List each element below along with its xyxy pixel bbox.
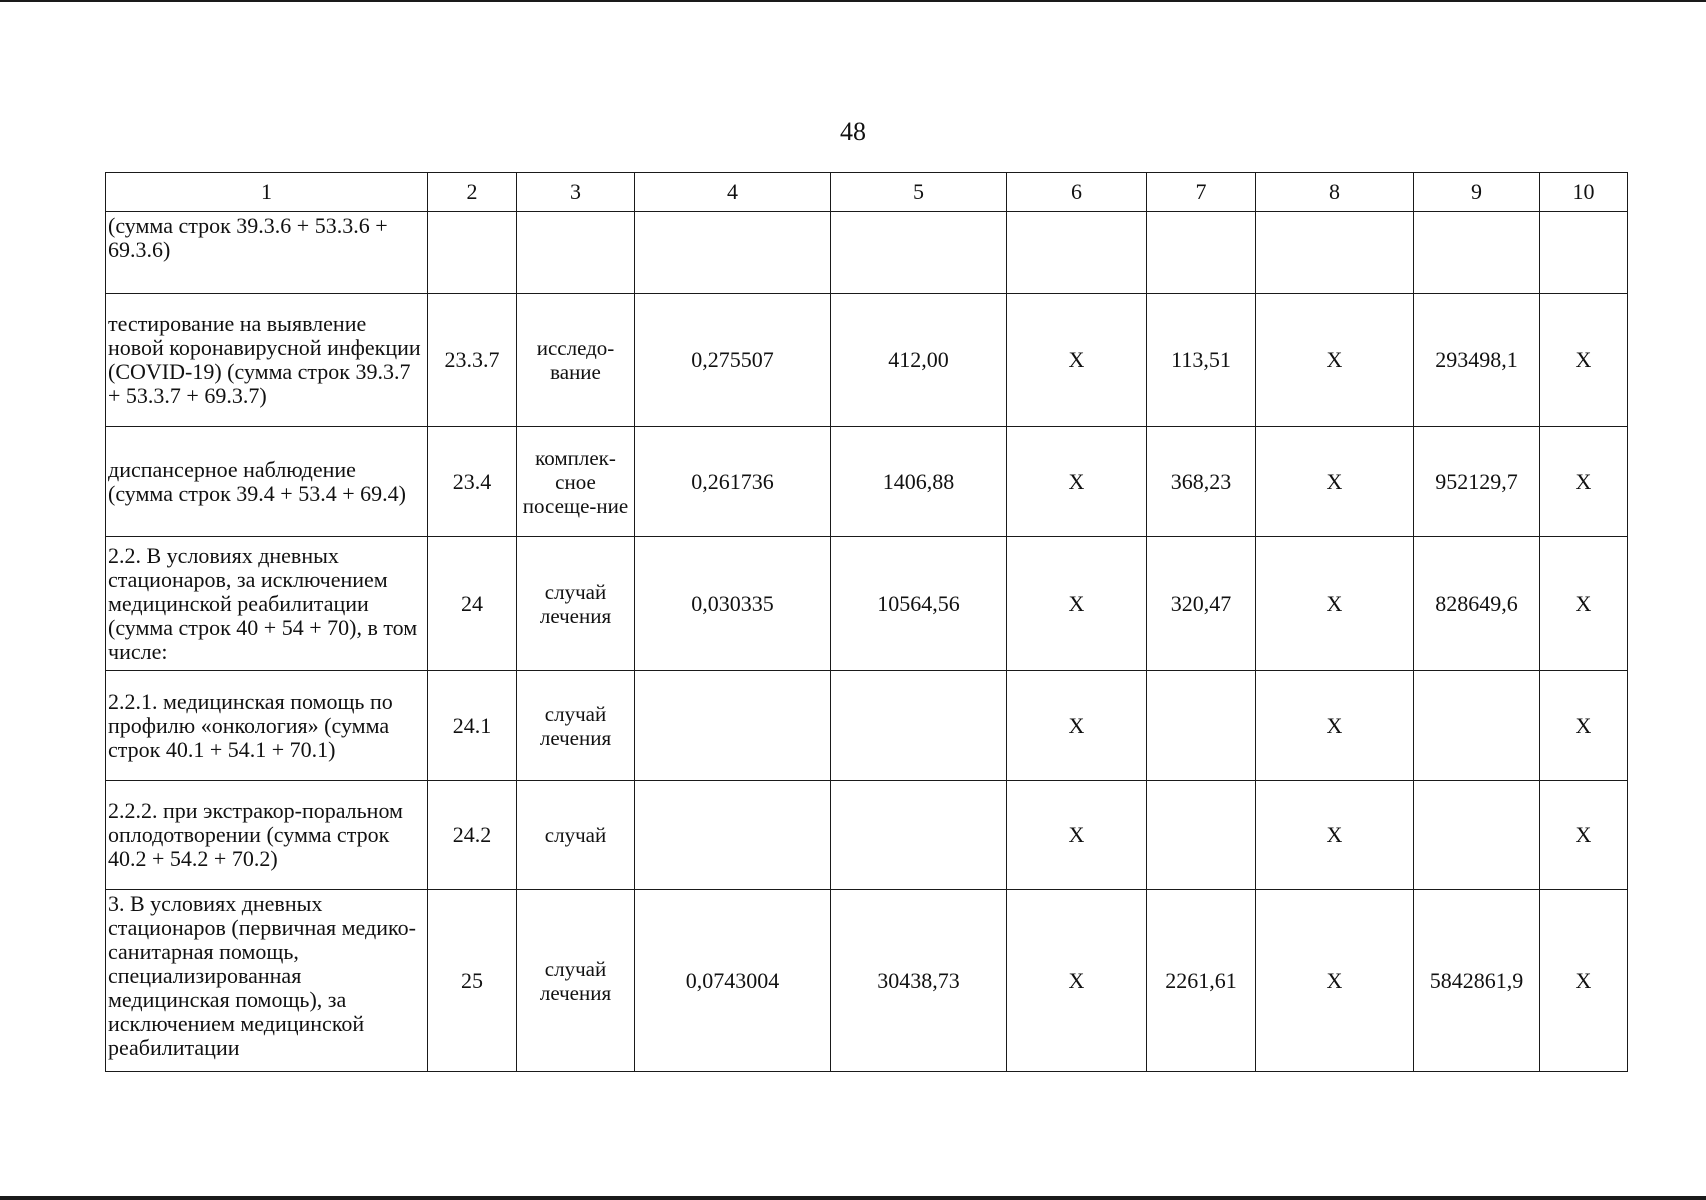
table-cell (1414, 671, 1540, 781)
header-cell: 1 (106, 173, 428, 212)
table-cell (1414, 212, 1540, 294)
table-cell: Х (1256, 890, 1414, 1072)
table-cell (1256, 212, 1414, 294)
header-cell: 9 (1414, 173, 1540, 212)
table-cell (831, 212, 1007, 294)
table-cell: Х (1540, 427, 1628, 537)
table-cell: Х (1540, 890, 1628, 1072)
table-cell (635, 671, 831, 781)
header-cell: 2 (428, 173, 517, 212)
page-number: 48 (840, 117, 866, 146)
table-cell (1147, 671, 1256, 781)
table-cell: 0,275507 (635, 294, 831, 427)
table-cell (517, 212, 635, 294)
table-cell: Х (1007, 294, 1147, 427)
table-cell: 1406,88 (831, 427, 1007, 537)
table-row (106, 890, 1628, 1072)
table-cell: 412,00 (831, 294, 1007, 427)
table-cell: 10564,56 (831, 537, 1007, 671)
row-label: 2.2.2. при экстракор-поральном оплодотворении (сумма строк 40.2 + 54.2 + 70.2) (106, 781, 428, 890)
table-cell: Х (1540, 537, 1628, 671)
table-cell: Х (1007, 781, 1147, 890)
table-row (106, 427, 1628, 537)
header-cell: 10 (1540, 173, 1628, 212)
table-cell: 23.3.7 (428, 294, 517, 427)
table-cell: 0,0743004 (635, 890, 831, 1072)
table-cell: 113,51 (1147, 294, 1256, 427)
table-cell: 952129,7 (1414, 427, 1540, 537)
table-cell (1540, 212, 1628, 294)
table-cell: 320,47 (1147, 537, 1256, 671)
table-cell: случай лечения (517, 671, 635, 781)
table-row (106, 671, 1628, 781)
table-cell (1007, 212, 1147, 294)
table-row (106, 537, 1628, 671)
scan-edge-top (0, 0, 1706, 2)
table-cell: Х (1540, 781, 1628, 890)
table-cell (428, 212, 517, 294)
table-cell: 828649,6 (1414, 537, 1540, 671)
table-cell: 24 (428, 537, 517, 671)
row-label: (сумма строк 39.3.6 + 53.3.6 + 69.3.6) (106, 212, 428, 294)
header-cell: 3 (517, 173, 635, 212)
table-cell: Х (1540, 294, 1628, 427)
row-label: 2.2.1. медицинская помощь по профилю «онкология» (сумма строк 40.1 + 54.1 + 70.1) (106, 671, 428, 781)
table-cell (1147, 212, 1256, 294)
table-cell: Х (1256, 294, 1414, 427)
table-cell: 2261,61 (1147, 890, 1256, 1072)
table-cell: Х (1007, 537, 1147, 671)
row-label: 3. В условиях дневных стационаров (первичная медико-санитарная помощь, специализированная медицинская помощь), за исключением медицинской реабилитации (106, 890, 428, 1072)
table-cell: 368,23 (1147, 427, 1256, 537)
table-cell: 24.1 (428, 671, 517, 781)
row-label: диспансерное наблюдение (сумма строк 39.4 + 53.4 + 69.4) (106, 427, 428, 537)
table-cell: 5842861,9 (1414, 890, 1540, 1072)
data-table (105, 172, 1628, 1072)
row-label: тестирование на выявление новой коронавирусной инфекции (COVID-19) (сумма строк 39.3.7 + 53.3.7 + 69.3.7) (106, 294, 428, 427)
table-cell: Х (1256, 427, 1414, 537)
table-row (106, 212, 1628, 294)
table-cell (831, 671, 1007, 781)
header-cell: 8 (1256, 173, 1414, 212)
header-cell: 7 (1147, 173, 1256, 212)
table-cell: 23.4 (428, 427, 517, 537)
table-cell: Х (1007, 671, 1147, 781)
table-cell: исследо-вание (517, 294, 635, 427)
table-cell: Х (1007, 890, 1147, 1072)
table-cell (831, 781, 1007, 890)
header-row (106, 173, 1628, 212)
table-cell: 0,030335 (635, 537, 831, 671)
table-cell: Х (1007, 427, 1147, 537)
table-cell: комплек-сное посеще-ние (517, 427, 635, 537)
header-cell: 5 (831, 173, 1007, 212)
table-cell: 24.2 (428, 781, 517, 890)
table-cell: случай лечения (517, 537, 635, 671)
table-cell: случай лечения (517, 890, 635, 1072)
table-row (106, 781, 1628, 890)
table-cell (635, 781, 831, 890)
table-cell: 0,261736 (635, 427, 831, 537)
table-cell: Х (1256, 671, 1414, 781)
table-cell: Х (1540, 671, 1628, 781)
header-cell: 4 (635, 173, 831, 212)
row-label: 2.2. В условиях дневных стационаров, за исключением медицинской реабилитации (сумма строк 40 + 54 + 70), в том числе: (106, 537, 428, 671)
scan-edge-bottom (0, 1196, 1706, 1200)
table-cell: 293498,1 (1414, 294, 1540, 427)
table-row (106, 294, 1628, 427)
table-cell: Х (1256, 781, 1414, 890)
table-cell: Х (1256, 537, 1414, 671)
table-cell (635, 212, 831, 294)
table-cell (1414, 781, 1540, 890)
table-cell: 25 (428, 890, 517, 1072)
table-cell: 30438,73 (831, 890, 1007, 1072)
table-cell (1147, 781, 1256, 890)
table-cell: случай (517, 781, 635, 890)
header-cell: 6 (1007, 173, 1147, 212)
